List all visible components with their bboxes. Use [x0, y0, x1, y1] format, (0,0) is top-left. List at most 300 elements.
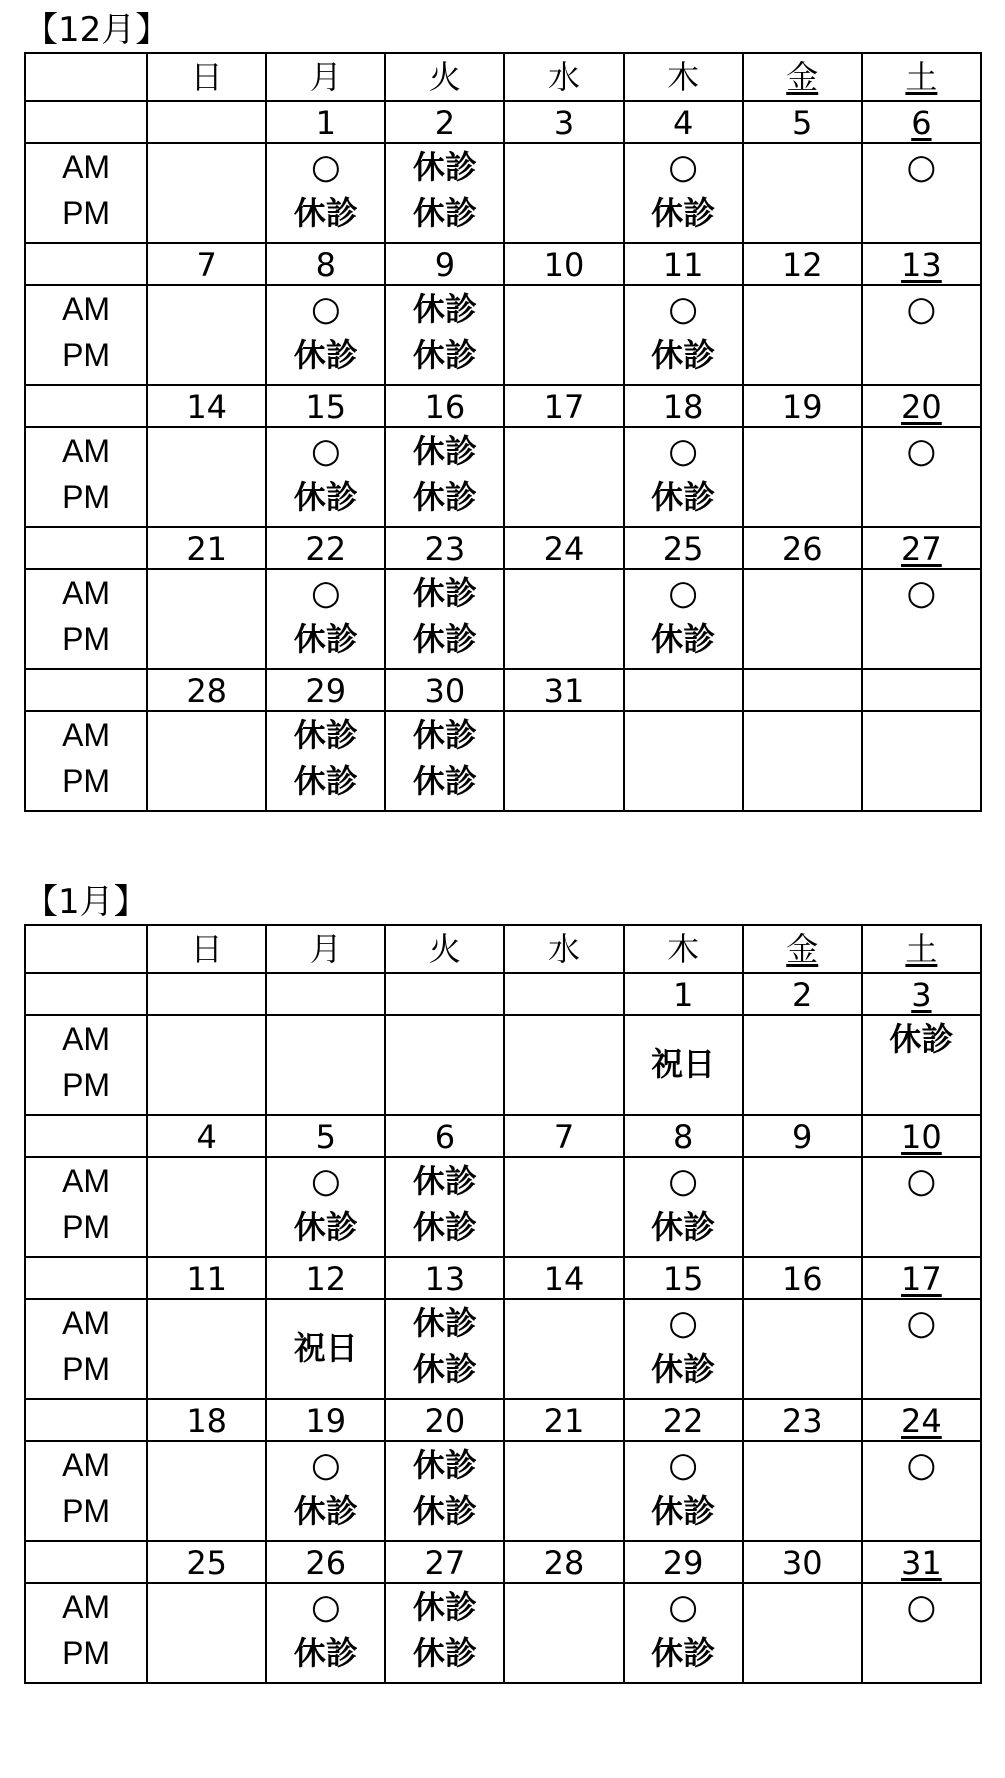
session-cell — [743, 1015, 862, 1115]
am-status — [744, 1158, 861, 1204]
session-cell — [147, 569, 266, 669]
pm-status — [148, 1204, 265, 1250]
pm-status — [863, 1204, 980, 1250]
pm-status: 休診 — [412, 762, 477, 800]
session-cell — [504, 1299, 623, 1399]
session-cell — [862, 427, 981, 527]
date-cell: 10 — [504, 243, 623, 285]
pm-status — [505, 758, 622, 804]
pm-status: 休診 — [293, 1208, 358, 1246]
pm-status — [505, 616, 622, 662]
date-cell — [147, 973, 266, 1015]
weekday-header-cell: 土 — [862, 925, 981, 973]
month-title-january: 【1月】 — [24, 882, 148, 922]
date-row-label-cell — [25, 243, 147, 285]
weekday-header-cell: 土 — [862, 53, 981, 101]
am-status — [625, 712, 742, 758]
session-row — [25, 1299, 981, 1399]
session-row — [25, 1157, 981, 1257]
am-status — [386, 1016, 503, 1062]
date-cell: 15 — [624, 1257, 743, 1299]
am-status: ○ — [668, 1303, 698, 1343]
date-row-label-cell — [25, 527, 147, 569]
date-cell: 16 — [743, 1257, 862, 1299]
date-cell: 9 — [743, 1115, 862, 1157]
am-status — [505, 1300, 622, 1346]
weekday-header-cell: 火 — [385, 53, 504, 101]
pm-label: PM — [62, 479, 111, 515]
am-status: 休診 — [412, 1304, 477, 1342]
date-cell: 7 — [504, 1115, 623, 1157]
am-status — [744, 144, 861, 190]
pm-label: PM — [62, 195, 111, 231]
am-pm-label-cell — [25, 1299, 147, 1399]
pm-status: 休診 — [293, 1492, 358, 1530]
am-status — [744, 712, 861, 758]
am-status — [744, 1584, 861, 1630]
session-cell — [504, 711, 623, 811]
date-cell: 12 — [266, 1257, 385, 1299]
pm-label: PM — [62, 1351, 111, 1387]
am-label: AM — [62, 1447, 111, 1483]
pm-status — [148, 1488, 265, 1534]
session-cell — [504, 1015, 623, 1115]
am-status — [505, 1016, 622, 1062]
session-cell — [624, 711, 743, 811]
session-cell — [624, 427, 743, 527]
session-cell — [862, 143, 981, 243]
am-status: ○ — [310, 1161, 341, 1201]
header-corner-cell — [25, 925, 147, 973]
session-cell — [147, 1157, 266, 1257]
am-label: AM — [62, 149, 111, 185]
pm-status: 休診 — [651, 620, 716, 658]
session-cell — [266, 1015, 385, 1115]
weekday-header-cell: 水 — [504, 53, 623, 101]
am-pm-label-cell — [25, 569, 147, 669]
pm-status: 休診 — [651, 478, 716, 516]
am-status — [267, 1016, 384, 1062]
am-status: 休診 — [293, 716, 358, 754]
session-cell — [266, 1157, 385, 1257]
am-status — [148, 1158, 265, 1204]
am-status — [148, 144, 265, 190]
am-label: AM — [62, 1163, 111, 1199]
am-pm-label-cell — [25, 711, 147, 811]
pm-status: 休診 — [412, 478, 477, 516]
pm-status — [863, 474, 980, 520]
session-cell — [743, 711, 862, 811]
pm-status — [148, 190, 265, 236]
am-status — [148, 286, 265, 332]
date-cell: 24 — [862, 1399, 981, 1441]
session-row — [25, 711, 981, 811]
weekday-header-row — [25, 53, 981, 101]
session-cell — [862, 569, 981, 669]
date-row — [25, 527, 981, 569]
session-cell — [504, 1583, 623, 1683]
pm-status: 休診 — [651, 1208, 716, 1246]
pm-status: 休診 — [651, 1634, 716, 1672]
date-cell: 11 — [624, 243, 743, 285]
am-status — [148, 428, 265, 474]
am-status: ○ — [668, 431, 698, 471]
am-status — [744, 570, 861, 616]
pm-status — [863, 332, 980, 378]
am-status — [505, 1584, 622, 1630]
date-cell — [385, 973, 504, 1015]
am-status: 休診 — [412, 1162, 477, 1200]
date-cell: 9 — [385, 243, 504, 285]
session-row — [25, 1441, 981, 1541]
pm-status: 休診 — [651, 1350, 716, 1388]
pm-status — [148, 758, 265, 804]
session-cell — [504, 569, 623, 669]
date-row-label-cell — [25, 1541, 147, 1583]
date-cell: 27 — [862, 527, 981, 569]
date-row-label-cell — [25, 1115, 147, 1157]
date-row-label-cell — [25, 973, 147, 1015]
weekday-header-cell: 木 — [624, 53, 743, 101]
am-label: AM — [62, 1589, 111, 1625]
date-row — [25, 669, 981, 711]
am-label: AM — [62, 291, 111, 327]
pm-status — [505, 190, 622, 236]
am-pm-label-cell — [25, 285, 147, 385]
session-cell — [385, 1583, 504, 1683]
pm-status — [863, 190, 980, 236]
am-status: ○ — [310, 1445, 341, 1485]
am-status: ○ — [668, 1161, 698, 1201]
session-row — [25, 427, 981, 527]
am-status: ○ — [668, 147, 698, 187]
pm-status — [148, 332, 265, 378]
pm-status: 休診 — [412, 1634, 477, 1672]
weekday-header-cell: 金 — [743, 53, 862, 101]
session-row — [25, 1583, 981, 1683]
date-cell: 17 — [504, 385, 623, 427]
pm-status: 休診 — [412, 1492, 477, 1530]
am-status — [744, 428, 861, 474]
am-status — [148, 712, 265, 758]
pm-status — [505, 1204, 622, 1250]
pm-status: 休診 — [412, 1208, 477, 1246]
session-cell — [266, 143, 385, 243]
pm-status — [625, 758, 742, 804]
date-cell: 3 — [862, 973, 981, 1015]
am-label: AM — [62, 433, 111, 469]
date-cell: 26 — [266, 1541, 385, 1583]
session-cell — [862, 1299, 981, 1399]
date-cell: 19 — [743, 385, 862, 427]
session-cell — [385, 1299, 504, 1399]
am-status: 休診 — [412, 432, 477, 470]
session-cell — [147, 1441, 266, 1541]
date-cell: 29 — [624, 1541, 743, 1583]
pm-status — [863, 1488, 980, 1534]
date-cell: 20 — [385, 1399, 504, 1441]
pm-status — [744, 1488, 861, 1534]
pm-label: PM — [62, 1209, 111, 1245]
pm-status: 休診 — [651, 336, 716, 374]
session-cell — [266, 1441, 385, 1541]
pm-status: 休診 — [293, 762, 358, 800]
date-row — [25, 243, 981, 285]
am-status: 休診 — [412, 148, 477, 186]
date-cell: 14 — [504, 1257, 623, 1299]
date-cell: 24 — [504, 527, 623, 569]
session-cell — [862, 285, 981, 385]
month-title-december: 【12月】 — [24, 10, 170, 50]
pm-status — [744, 1346, 861, 1392]
date-cell: 25 — [624, 527, 743, 569]
weekday-header-cell: 火 — [385, 925, 504, 973]
date-row-label-cell — [25, 1257, 147, 1299]
date-cell: 28 — [147, 669, 266, 711]
pm-status — [505, 474, 622, 520]
date-cell: 3 — [504, 101, 623, 143]
pm-status: 休診 — [412, 1350, 477, 1388]
am-status — [744, 1442, 861, 1488]
am-label: AM — [62, 1021, 111, 1057]
session-cell — [385, 143, 504, 243]
am-status: ○ — [906, 1445, 937, 1485]
session-cell — [385, 427, 504, 527]
pm-status: 休診 — [412, 620, 477, 658]
pm-status — [744, 1204, 861, 1250]
date-cell: 2 — [385, 101, 504, 143]
am-status: ○ — [668, 573, 698, 613]
date-cell: 25 — [147, 1541, 266, 1583]
date-row — [25, 1115, 981, 1157]
date-cell: 30 — [743, 1541, 862, 1583]
session-cell — [862, 1015, 981, 1115]
date-cell: 15 — [266, 385, 385, 427]
pm-status: 休診 — [293, 336, 358, 374]
date-cell: 22 — [266, 527, 385, 569]
am-status: ○ — [906, 573, 937, 613]
session-cell — [743, 285, 862, 385]
am-status: ○ — [906, 1587, 937, 1627]
session-cell — [266, 1299, 385, 1399]
session-cell — [266, 1583, 385, 1683]
pm-status: 休診 — [293, 194, 358, 232]
weekday-header-cell: 金 — [743, 925, 862, 973]
session-cell — [504, 143, 623, 243]
session-cell — [504, 285, 623, 385]
am-status — [505, 286, 622, 332]
date-cell: 5 — [743, 101, 862, 143]
am-status — [505, 1158, 622, 1204]
session-cell — [147, 427, 266, 527]
weekday-header-cell: 木 — [624, 925, 743, 973]
date-cell: 6 — [385, 1115, 504, 1157]
date-cell: 27 — [385, 1541, 504, 1583]
pm-label: PM — [62, 1493, 111, 1529]
am-status: ○ — [906, 289, 937, 329]
am-pm-label-cell — [25, 1583, 147, 1683]
am-status: ○ — [668, 1445, 698, 1485]
date-cell: 22 — [624, 1399, 743, 1441]
am-status — [744, 286, 861, 332]
pm-status — [386, 1062, 503, 1108]
pm-status — [505, 1346, 622, 1392]
pm-label: PM — [62, 621, 111, 657]
am-status — [148, 1016, 265, 1062]
weekday-header-cell: 月 — [266, 925, 385, 973]
date-cell: 5 — [266, 1115, 385, 1157]
date-cell: 13 — [385, 1257, 504, 1299]
session-row — [25, 143, 981, 243]
session-cell — [743, 143, 862, 243]
date-cell — [862, 669, 981, 711]
session-cell — [743, 1157, 862, 1257]
date-cell — [743, 669, 862, 711]
pm-status — [148, 616, 265, 662]
date-cell: 23 — [743, 1399, 862, 1441]
am-status: ○ — [310, 289, 341, 329]
date-row — [25, 1399, 981, 1441]
date-cell: 20 — [862, 385, 981, 427]
pm-status: 休診 — [293, 620, 358, 658]
date-cell: 13 — [862, 243, 981, 285]
am-status: ○ — [310, 573, 341, 613]
pm-status: 休診 — [412, 336, 477, 374]
date-cell: 8 — [266, 243, 385, 285]
am-label: AM — [62, 575, 111, 611]
header-corner-cell — [25, 53, 147, 101]
session-cell — [624, 1157, 743, 1257]
am-status — [505, 1442, 622, 1488]
am-status — [505, 144, 622, 190]
session-cell — [743, 1583, 862, 1683]
date-cell: 1 — [266, 101, 385, 143]
holiday-label: 祝日 — [651, 1045, 716, 1083]
date-row — [25, 101, 981, 143]
pm-status: 休診 — [651, 194, 716, 232]
session-cell — [266, 285, 385, 385]
session-cell — [266, 711, 385, 811]
pm-status — [744, 332, 861, 378]
session-cell — [147, 143, 266, 243]
session-cell — [624, 1015, 743, 1115]
pm-status: 休診 — [412, 194, 477, 232]
am-status: ○ — [906, 1303, 937, 1343]
session-cell — [624, 1583, 743, 1683]
am-pm-label-cell — [25, 1441, 147, 1541]
session-cell — [504, 427, 623, 527]
pm-label: PM — [62, 1067, 111, 1103]
session-cell — [504, 1441, 623, 1541]
date-row — [25, 973, 981, 1015]
pm-status — [505, 332, 622, 378]
pm-label: PM — [62, 1635, 111, 1671]
am-status: ○ — [906, 431, 937, 471]
am-status — [505, 712, 622, 758]
session-cell — [504, 1157, 623, 1257]
weekday-header-cell: 水 — [504, 925, 623, 973]
date-cell: 6 — [862, 101, 981, 143]
date-row-label-cell — [25, 1399, 147, 1441]
am-label: AM — [62, 717, 111, 753]
calendar-january — [24, 924, 982, 1684]
session-cell — [147, 285, 266, 385]
date-cell: 31 — [504, 669, 623, 711]
date-row — [25, 1257, 981, 1299]
session-cell — [385, 1157, 504, 1257]
date-cell: 21 — [147, 527, 266, 569]
am-status: ○ — [668, 289, 698, 329]
am-status — [148, 1584, 265, 1630]
am-status: 休診 — [412, 1446, 477, 1484]
session-cell — [266, 569, 385, 669]
session-row — [25, 1015, 981, 1115]
date-cell: 11 — [147, 1257, 266, 1299]
date-cell: 8 — [624, 1115, 743, 1157]
session-cell — [147, 1015, 266, 1115]
session-cell — [624, 143, 743, 243]
date-cell: 10 — [862, 1115, 981, 1157]
am-status — [863, 712, 980, 758]
date-cell: 31 — [862, 1541, 981, 1583]
am-status — [505, 570, 622, 616]
date-cell: 21 — [504, 1399, 623, 1441]
pm-status — [863, 758, 980, 804]
date-row-label-cell — [25, 669, 147, 711]
pm-status — [744, 1630, 861, 1676]
session-cell — [862, 1583, 981, 1683]
pm-label: PM — [62, 763, 111, 799]
session-cell — [862, 1441, 981, 1541]
weekday-header-row — [25, 925, 981, 973]
session-cell — [385, 1441, 504, 1541]
session-cell — [385, 711, 504, 811]
date-cell: 23 — [385, 527, 504, 569]
session-cell — [743, 569, 862, 669]
date-cell: 18 — [147, 1399, 266, 1441]
pm-status: 休診 — [293, 478, 358, 516]
pm-status — [744, 758, 861, 804]
pm-status — [863, 1630, 980, 1676]
weekday-header-cell: 日 — [147, 925, 266, 973]
date-cell — [504, 973, 623, 1015]
session-cell — [147, 1583, 266, 1683]
am-status: ○ — [906, 147, 937, 187]
pm-status — [744, 190, 861, 236]
session-cell — [862, 711, 981, 811]
am-status — [148, 570, 265, 616]
am-status: 休診 — [412, 716, 477, 754]
date-cell: 29 — [266, 669, 385, 711]
date-row-label-cell — [25, 385, 147, 427]
session-cell — [624, 1441, 743, 1541]
date-cell — [266, 973, 385, 1015]
pm-status — [148, 1346, 265, 1392]
date-cell: 30 — [385, 669, 504, 711]
am-pm-label-cell — [25, 143, 147, 243]
am-status: ○ — [310, 147, 341, 187]
session-cell — [385, 1015, 504, 1115]
session-row — [25, 569, 981, 669]
am-status: 休診 — [889, 1020, 954, 1058]
pm-status — [505, 1062, 622, 1108]
session-cell — [266, 427, 385, 527]
am-status: ○ — [310, 431, 341, 471]
am-status — [744, 1300, 861, 1346]
am-status: 休診 — [412, 574, 477, 612]
session-cell — [862, 1157, 981, 1257]
pm-status — [148, 1062, 265, 1108]
